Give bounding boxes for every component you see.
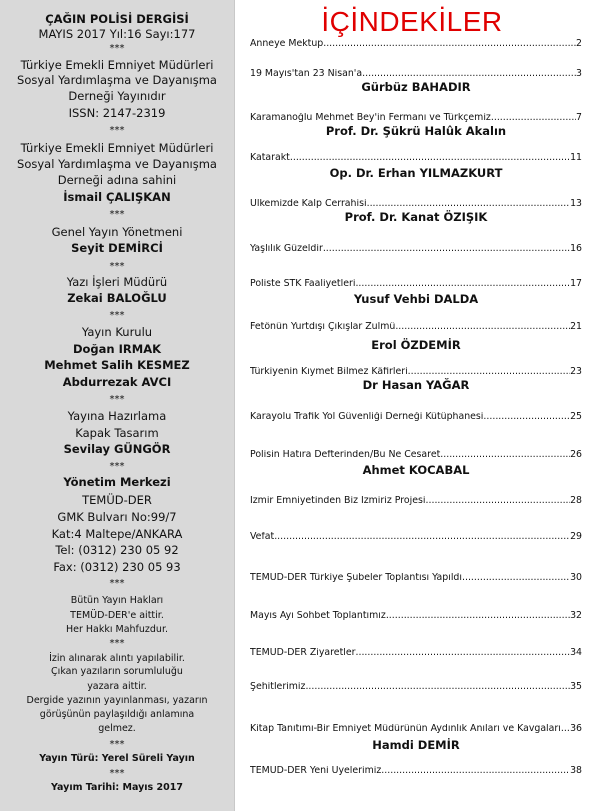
toc-entry-page: 25 <box>570 412 582 422</box>
masthead-line: Tel: (0312) 230 05 92 <box>55 543 179 557</box>
toc-entry-title: Polisin Hatıra Defterinden/Bu Ne Cesaret <box>250 450 441 460</box>
toc-entry <box>250 532 582 541</box>
masthead-line: Yayın Türü: Yerel Süreli Yayın <box>39 753 195 764</box>
toc-leader-dots <box>355 648 570 657</box>
masthead-line: Derneği adına sahini <box>57 173 177 187</box>
toc-entry <box>250 682 582 691</box>
masthead-line: görüşünün paylaşıldığı anlamına <box>39 709 195 720</box>
toc-leader-dots <box>323 244 570 253</box>
toc-entry-page: 16 <box>570 244 582 254</box>
toc-leader-dots <box>426 496 571 505</box>
separator-stars: *** <box>109 739 125 750</box>
masthead-line: Abdurrezak AVCI <box>62 375 172 389</box>
toc-leader-dots <box>561 724 570 733</box>
toc-entry-title: İzmir Emniyetinden Biz İzmiriz Projesi <box>250 496 426 506</box>
masthead-line: ISSN: 2147-2319 <box>68 106 166 120</box>
masthead-line: Yönetim Merkezi <box>63 475 171 489</box>
toc-entry <box>250 199 582 208</box>
toc-entry <box>250 496 582 505</box>
toc-entry <box>250 573 582 582</box>
toc-entry-title: Karayolu Trafik Yol Güvenliği Derneği Kütüphanesi <box>250 412 484 422</box>
separator-stars: *** <box>109 125 125 136</box>
toc-entry-title: Kitap Tanıtımı-Bir Emniyet Müdürünün Aydınlık Anıları ve Kavgaları <box>250 724 561 734</box>
masthead-line: Genel Yayın Yönetmeni <box>51 225 183 239</box>
toc-entry-author: Hamdi DEMİR <box>372 738 460 752</box>
masthead-line: Seyit DEMİRCİ <box>71 241 163 255</box>
masthead-line: Sosyal Yardımlaşma ve Dayanışma <box>17 73 217 87</box>
masthead-line: Çıkan yazıların sorumluluğu <box>51 666 183 677</box>
masthead-line: Yayına Hazırlama <box>67 409 167 423</box>
toc-leader-dots <box>323 39 576 48</box>
toc-entry <box>250 322 582 331</box>
masthead-line: Kat:4 Maltepe/ANKARA <box>51 527 183 541</box>
toc-entry-author: Erol ÖZDEMİR <box>371 338 461 352</box>
toc-entry-title: Mayıs Ayı Sohbet Toplantımız <box>250 611 386 621</box>
toc-entry-page: 36 <box>570 724 582 734</box>
toc-entry-author: Ahmet KOCABAL <box>362 463 470 477</box>
masthead-line: Zekai BALOĞLU <box>67 291 167 305</box>
toc-entry-page: 29 <box>570 532 582 542</box>
toc-entry-page: 35 <box>570 682 582 692</box>
masthead-line: Her Hakkı Mahfuzdur. <box>65 624 169 635</box>
masthead-line: Türkiye Emekli Emniyet Müdürleri <box>20 58 214 72</box>
toc-entry-author: Dr Hasan YAĞAR <box>362 378 470 392</box>
toc-leader-dots <box>274 532 570 541</box>
toc-entry <box>250 412 582 421</box>
toc-entry-page: 7 <box>576 113 582 123</box>
separator-stars: *** <box>109 638 125 649</box>
masthead-line: Fax: (0312) 230 05 93 <box>53 560 181 574</box>
toc-entry <box>250 611 582 620</box>
toc-entry-title: Poliste STK Faaliyetleri <box>250 279 356 289</box>
separator-stars: *** <box>109 461 125 472</box>
toc-entry-page: 23 <box>570 367 582 377</box>
masthead-line: TEMÜD-DER'e aittir. <box>70 610 164 621</box>
toc-entry-title: Ülkemizde Kalp Cerrahisi <box>250 199 367 209</box>
toc-entry-author: Prof. Dr. Kanat ÖZIŞIK <box>344 210 488 224</box>
masthead-line: Sevilay GÜNGÖR <box>63 442 171 456</box>
toc-entry-page: 13 <box>570 199 582 209</box>
masthead-panel <box>0 0 234 811</box>
toc-title: İÇİNDEKİLER <box>321 6 503 37</box>
toc-entry <box>250 766 582 775</box>
separator-stars: *** <box>109 310 125 321</box>
toc-entry <box>250 450 582 459</box>
toc-entry-title: Yaşlılık Güzeldir <box>250 244 323 254</box>
masthead-line: Yayın Kurulu <box>81 325 153 339</box>
toc-entry-title: TEMÜD-DER Türkiye Şubeler Toplantısı Yapıldı <box>250 573 462 583</box>
toc-entry-title: Karamanoğlu Mehmet Bey'in Fermanı ve Türkçemiz <box>250 113 491 123</box>
toc-leader-dots <box>305 682 570 691</box>
toc-leader-dots <box>462 573 570 582</box>
toc-entry-title: Anneye Mektup <box>250 39 324 49</box>
masthead-line: İzin alınarak alıntı yapılabilir. <box>49 653 185 664</box>
toc-entry <box>250 279 582 288</box>
toc-entry <box>250 724 582 733</box>
masthead-line: gelmez. <box>98 723 136 734</box>
toc-entry-title: Vefat <box>250 532 275 542</box>
masthead-line: ÇAĞIN POLİSİ DERGİSİ <box>45 12 189 26</box>
toc-entry <box>250 113 582 122</box>
toc-entry <box>250 153 582 162</box>
toc-leader-dots <box>362 69 576 78</box>
toc-leader-dots <box>381 766 570 775</box>
toc-entry-title: Fetönün Yurtdışı Çıkışlar Zulmü <box>250 322 396 332</box>
masthead-line: Yayım Tarihi: Mayıs 2017 <box>51 782 183 793</box>
masthead-line: GMK Bulvarı No:99/7 <box>57 510 177 524</box>
masthead-line: Bütün Yayın Hakları <box>70 595 164 606</box>
toc-entry-page: 32 <box>570 611 582 621</box>
toc-entry-page: 11 <box>570 153 582 163</box>
separator-stars: *** <box>109 209 125 220</box>
masthead-line: Doğan IRMAK <box>72 342 162 356</box>
masthead-line: TEMÜD-DER <box>82 493 152 507</box>
masthead-line: yazara aittir. <box>87 681 147 692</box>
separator-stars: *** <box>109 768 125 779</box>
toc-leader-dots <box>483 412 570 421</box>
toc-entry-page: 28 <box>570 496 582 506</box>
toc-entry <box>250 244 582 253</box>
toc-entry-title: 19 Mayıs'tan 23 Nisan'a <box>250 69 363 79</box>
toc-entry-page: 17 <box>570 279 582 289</box>
toc-entry <box>250 367 582 376</box>
masthead-line: Dergide yazının yayınlanması, yazarın <box>26 695 208 706</box>
masthead-line: Kapak Tasarım <box>75 426 159 440</box>
separator-stars: *** <box>109 578 125 589</box>
column-divider <box>234 0 235 811</box>
toc-entry-author: Prof. Dr. Şükrü Halûk Akalın <box>325 124 507 138</box>
toc-leader-dots <box>395 322 570 331</box>
toc-entry <box>250 648 582 657</box>
toc-leader-dots <box>440 450 570 459</box>
toc-entry-author: Gürbüz BAHADIR <box>361 80 471 94</box>
masthead-line: Türkiye Emekli Emniyet Müdürleri <box>20 141 214 155</box>
toc-entry-page: 3 <box>576 69 582 79</box>
masthead-line: Mehmet Salih KESMEZ <box>44 358 190 372</box>
toc-entry-page: 38 <box>570 766 582 776</box>
toc-leader-dots <box>290 153 570 162</box>
toc-entry-author: Yusuf Vehbi DALDA <box>353 292 479 306</box>
toc-entry <box>250 69 582 78</box>
toc-entry-title: Şehitlerimiz <box>250 682 306 692</box>
toc-leader-dots <box>367 199 570 208</box>
masthead-line: İsmail ÇALIŞKAN <box>63 190 171 204</box>
masthead-line: Yazı İşleri Müdürü <box>66 275 168 289</box>
toc-leader-dots <box>386 611 570 620</box>
toc-entry-title: Katarakt <box>250 153 290 163</box>
separator-stars: *** <box>109 43 125 54</box>
toc-entry-title: TEMÜD-DER Ziyaretler <box>250 648 356 658</box>
masthead-line: MAYIS 2017 Yıl:16 Sayı:177 <box>38 27 196 41</box>
masthead-line: Sosyal Yardımlaşma ve Dayanışma <box>17 157 217 171</box>
toc-entry-author: Op. Dr. Erhan YILMAZKURT <box>329 166 503 180</box>
separator-stars: *** <box>109 261 125 272</box>
toc-entry-title: Türkiyenin Kıymet Bilmez Kâfirleri <box>250 367 408 377</box>
toc-entry-title: TEMÜD-DER Yeni Üyelerimiz <box>250 766 382 776</box>
toc-leader-dots <box>491 113 576 122</box>
toc-entry-page: 26 <box>570 450 582 460</box>
toc-entry <box>250 39 582 48</box>
toc-entry-page: 21 <box>570 322 582 332</box>
toc-leader-dots <box>355 279 570 288</box>
toc-entry-page: 34 <box>570 648 582 658</box>
toc-leader-dots <box>408 367 570 376</box>
toc-entry-page: 30 <box>570 573 582 583</box>
toc-entry-page: 2 <box>576 39 582 49</box>
masthead-line: Derneği Yayınıdır <box>68 89 166 103</box>
separator-stars: *** <box>109 394 125 405</box>
